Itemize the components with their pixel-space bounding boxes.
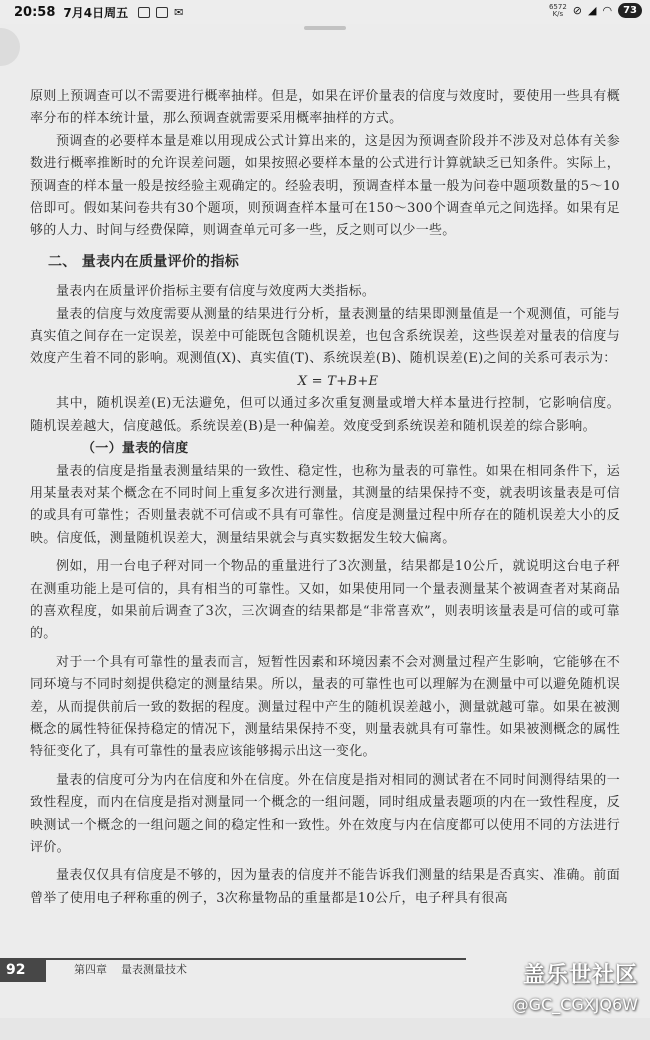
paragraph-8: 对于一个具有可靠性的量表而言，短暂性因素和环境因素不会对测量过程产生影响，它能够在不同环境与不同时刻提供稳定的测量结果。所以，量表的可靠性也可以理解为在测量中可以避免随机误差，从而提供前后一致的数据的程度。测量过程中产生的随机误差越小，测量就越可靠。如果在被测概念的属性特征保持稳定的情况下，测量结果保持不变，则量表就具有可靠性。如果被测概念的属性特征变化了，具有可靠性的量表应该能够揭示出这一变化。 [30,654,620,760]
paragraph-10: 量表仅仅具有信度是不够的，因为量表的信度并不能告诉我们测量的结果是否真实、准确。前面曾举了使用电子秤称重的例子，3次称量物品的重量都是10公斤，电子秤具有很高 [30,868,620,906]
paragraph-3: 量表内在质量评价指标主要有信度与效度两大类指标。 [56,284,376,300]
chapter-number: 第四章 [74,963,107,976]
chapter-title: 量表测量技术 [121,963,187,976]
paragraph-6: 量表的信度是指量表测量结果的一致性、稳定性，也称为量表的可靠性。如果在相同条件下，运用某量表对某个概念在不同时间上重复多次进行测量，其测量的结果保持不变，就表明该量表是可信的或具有可靠性；否则量表就不可信或不具有可靠性。信度是测量过程中所存在的随机误差大小的反映。信度低，测量随机误差大，测量结果就会与真实数据发生较大偏离。 [30,463,620,546]
section-heading: 二、 量表内在质量评价的指标 [48,253,240,270]
watermark-site: 盖乐世社区 [522,963,638,988]
status-time: 20:58 [14,4,56,20]
status-bar [0,0,650,24]
network-speed-value: 6572 [548,2,567,11]
chapter-label [74,961,201,977]
formula: X = T+B+E [297,373,379,389]
network-speed-unit: K/s [552,9,564,18]
wifi-icon: ◠ [602,4,613,17]
subsection-heading: （一）量表的信度 [82,441,189,457]
paragraph-5: 其中，随机误差(E)无法避免，但可以通过多次重复测量或增大样本量进行控制，它影响信度。随机误差越大，信度越低。系统误差(B)是一种偏差。效度受到系统误差和随机误差的综合影响。 [30,396,620,434]
status-date: 7月4日周五 [63,5,129,20]
page-number: 92 [0,958,46,982]
document-page [30,86,620,910]
screenshot-icon [138,7,150,18]
image-icon [156,7,168,18]
paragraph-7: 例如，用一台电子秤对同一个物品的重量进行了3次测量，结果都是10公斤，就说明这台电子秤在测重功能上是可信的，具有相当的可靠性。又如，如果使用同一个量表测量某个被调查者对某商品的喜欢程度，如果前后调查了3次，三次调查的结果都是“非常喜欢”，则表明该量表是可信的或可靠的。 [30,559,620,642]
footer-divider [46,958,466,960]
watermark [513,958,638,1014]
paragraph-9: 量表的信度可分为内在信度和外在信度。外在信度是指对相同的测试者在不同时间测得结果的一致性程度，而内在信度是指对测量同一个概念的一组问题，同时组成量表题项的内在一致性程度，反映测试一个概念的一组问题之间的稳定性和一致性。外在效度与内在信度都可以使用不同的方法进行评价。 [30,772,620,855]
mute-icon: ⊘ [572,4,582,17]
bottom-bar [0,1018,650,1040]
battery-indicator: 73 [618,3,642,18]
watermark-user: @GC_CGXJQ6W [512,995,638,1014]
paragraph-2: 预调查的必要样本量是难以用现成公式计算出来的，这是因为预调查阶段并不涉及对总体有关参数进行概率推断时的允许误差问题，如果按照必要样本量的公式进行计算就缺乏已知条件。实际上，预调查的样本量一般是按经验主观确定的。经验表明，预调查样本量一般为问卷中题项数量的5～10倍即可。假如某问卷共有30个题项，则预调查样本量可在150～300个调查单元之间选择。如果有足够的人力、时间与经费保障，则调查单元可多一些，反之则可以少一些。 [30,133,620,239]
paragraph-1: 原则上预调查可以不需要进行概率抽样。但是，如果在评价量表的信度与效度时，要使用一些具有概率分布的样本统计量，那么预调查就需要采用概率抽样的方式。 [30,89,620,127]
paragraph-4: 量表的信度与效度需要从测量的结果进行分析，量表测量的结果即测量值是一个观测值，可能与真实值之间存在一定误差，误差中可能既包含随机误差，也包含系统误差，这些误差对量表的信度与效度产生着不同的影响。观测值(X)、真实值(T)、系统误差(B)、随机误差(E)之间的关系可表示为： [30,306,620,367]
edge-handle[interactable] [0,28,20,66]
wechat-icon: ✉ [174,5,184,19]
drag-handle[interactable] [304,26,346,30]
signal-icon: ◢ [588,4,597,17]
status-right [549,3,642,18]
notification-icons [138,6,183,19]
network-speed [549,4,567,18]
